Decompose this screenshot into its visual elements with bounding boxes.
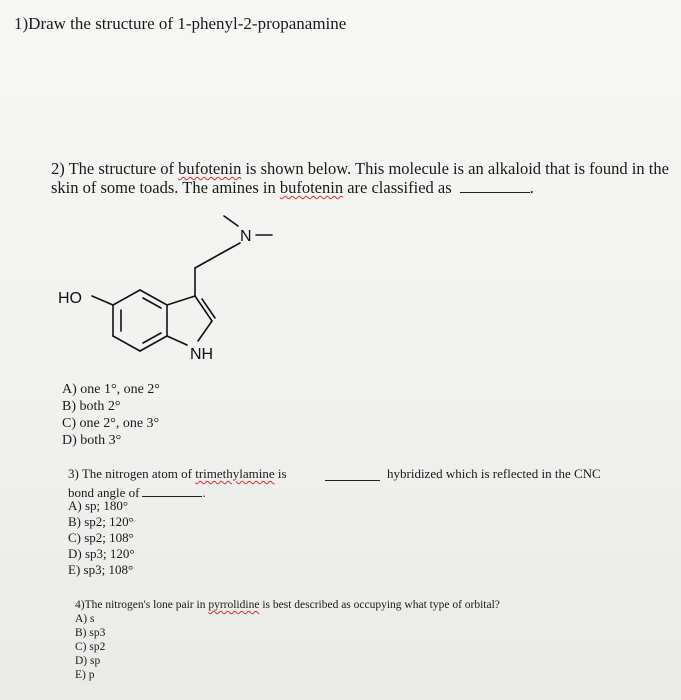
- question-2-line-1: [51, 159, 669, 179]
- q2-spellcheck-word: bufotenin: [178, 159, 242, 178]
- q3-option-b: B) sp2; 120°: [68, 514, 134, 529]
- q4-line1-post: is best described as occupying what type of orbital?: [259, 599, 500, 611]
- q2-spellcheck-word-2: bufotenin: [279, 178, 344, 197]
- q3-spellcheck-word: trimethylamine: [195, 466, 275, 481]
- q2-line1-pre: 2) The structure of: [51, 159, 179, 178]
- q3-line2-end: .: [202, 485, 206, 500]
- question-2-line-2: [51, 178, 534, 198]
- q3-option-e: E) sp3; 108°: [68, 562, 134, 577]
- q4-spellcheck-word: pyrrolidine: [208, 599, 260, 611]
- question-1: 1)Draw the structure of 1-phenyl-2-propanamine: [14, 14, 347, 33]
- hydroxyl-label: HO: [58, 290, 82, 307]
- ho-bond: [92, 296, 113, 305]
- q4-line1-pre: 4)The nitrogen's lone pair in: [75, 599, 209, 611]
- q4-option-d: D) sp: [75, 655, 101, 667]
- q2-option-a: A) one 1°, one 2°: [62, 382, 160, 397]
- question-4: [75, 599, 500, 611]
- q3-line2-pre: bond angle of: [68, 485, 140, 500]
- nitrogen-label: N: [240, 228, 252, 245]
- q2-option-c: C) one 2°, one 3°: [62, 416, 160, 431]
- q2-line1-post: is shown below. This molecule is an alkaloid that is found in the: [241, 159, 669, 178]
- q2-answer-blank: [460, 178, 530, 193]
- bufotenin-structure: [50, 210, 310, 370]
- q3-option-d: D) sp3; 120°: [68, 546, 135, 561]
- q3-hybridization-blank: [325, 466, 380, 481]
- q2-option-b: B) both 2°: [62, 399, 121, 414]
- q4-option-c: C) sp2: [75, 641, 106, 653]
- pyrrole-bond: [167, 336, 187, 345]
- q3-line1-pre: 3) The nitrogen atom of: [68, 466, 196, 481]
- q2-line2-post: are classified as: [343, 178, 452, 197]
- question-3-line-1: [68, 466, 287, 482]
- nh-label: NH: [190, 346, 214, 363]
- q2-option-d: D) both 3°: [62, 433, 122, 448]
- chain-bond: [220, 243, 240, 254]
- q3-angle-blank: [142, 482, 202, 497]
- q3-line1-post: hybridized which is reflected in the CNC: [387, 466, 601, 481]
- methyl-bond: [224, 216, 238, 226]
- ring-bond: [140, 336, 167, 351]
- q2-line2-pre: skin of some toads. The amines in: [51, 178, 280, 197]
- q4-option-b: B) sp3: [75, 627, 106, 639]
- ring-bond: [140, 290, 167, 305]
- q4-option-e: E) p: [75, 669, 95, 681]
- ring-bond: [113, 336, 140, 351]
- q4-option-a: A) s: [75, 613, 95, 625]
- ring-bond: [113, 290, 140, 305]
- pyrrole-bond: [198, 321, 212, 341]
- pyrrole-bond: [167, 296, 195, 305]
- q2-line2-end: .: [529, 178, 534, 197]
- q3-line1-mid: is: [274, 466, 287, 481]
- q3-option-c: C) sp2; 108°: [68, 530, 134, 545]
- chain-bond: [195, 254, 220, 268]
- q3-option-a: A) sp; 180°: [68, 498, 129, 513]
